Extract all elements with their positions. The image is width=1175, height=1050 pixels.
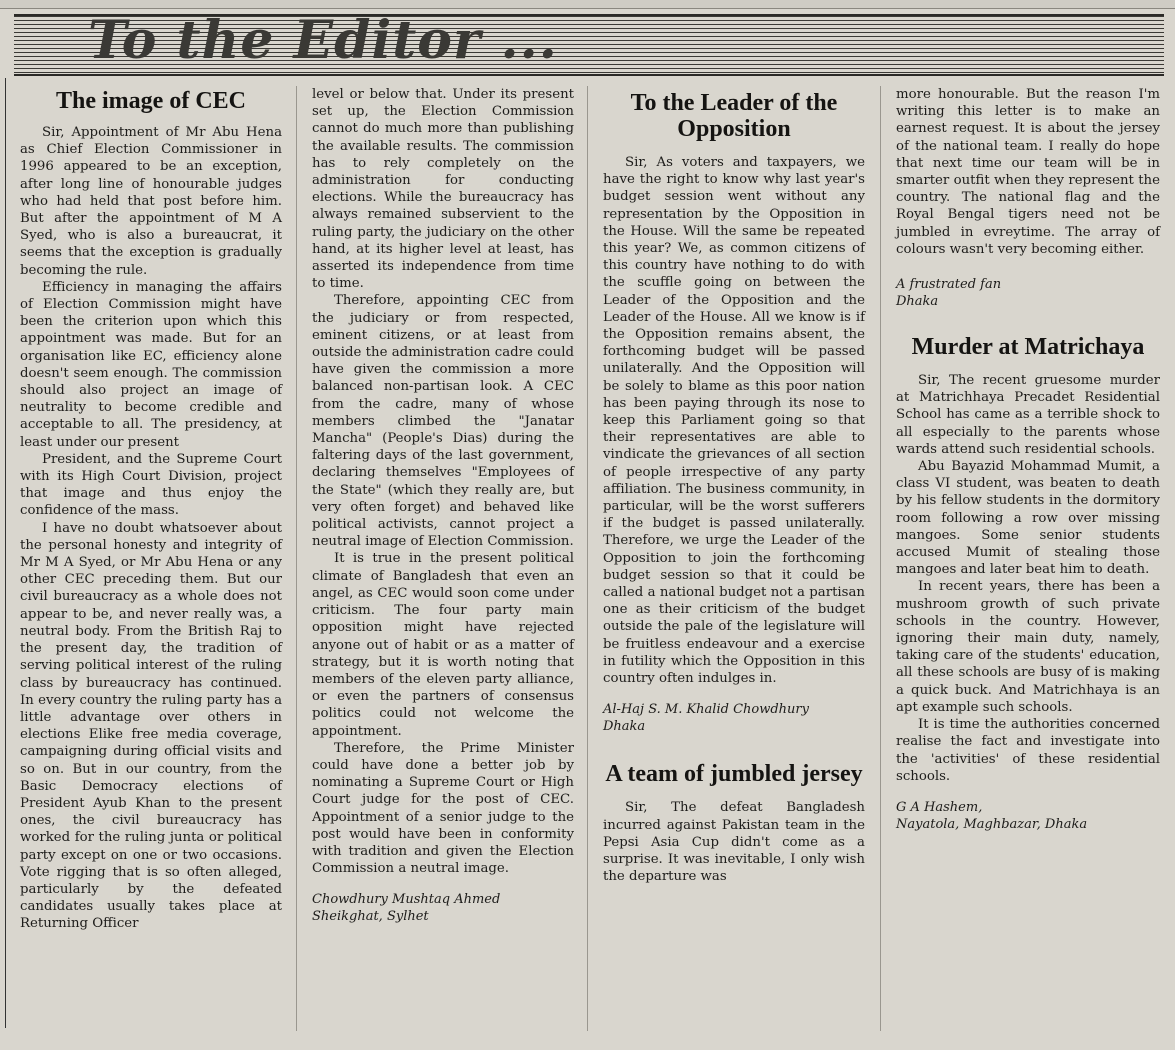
letter-paragraph: Sir, The recent gruesome murder at Matrichhaya Precadet Residential School has came as a terrible shock to all especially to the parents whose wards attend such residential schools. bbox=[896, 373, 1160, 457]
column-rule bbox=[296, 86, 297, 1031]
letter-paragraph: Abu Bayazid Mohammad Mumit, a class VI student, was beaten to death by his fellow students in the dormitory room following a row over missing mangoes. Some senior students accused Mumit of stealing those mangoes and later beat him to death. bbox=[896, 459, 1160, 578]
headline-murder-at-matrichaya: Murder at Matrichaya bbox=[911, 334, 1145, 361]
author-place: Dhaka bbox=[603, 719, 646, 735]
letter-paragraph: Sir, The defeat Bangladesh incurred against Pakistan team in the Pepsi Asia Cup didn't come as a surprise. It was inevitable, I only wish the departure was bbox=[603, 800, 865, 885]
column-rule bbox=[880, 86, 881, 1031]
headline-leader-of-opposition: To the Leader of the Opposition bbox=[630, 90, 838, 142]
letter-paragraph: more honourable. But the reason I'm writing this letter is to make an earnest request. It is about the jersey of the national team. I really do hope that next time our team will be in smarter outfit when they represent the country. The national flag and the Royal Bengal tigers need not be jumbled in evreytime. The array of colours wasn't very becoming either. bbox=[896, 87, 1160, 257]
letter-paragraph: Sir, Appointment of Mr Abu Hena as Chief Election Commissioner in 1996 appeared to be an exception, after long line of honourable judges who had held that post before him. But after the appointment of M A Syed, who is also a bureaucrat, it seems that the exception is gradually becoming the rule. bbox=[20, 125, 282, 278]
author-name: Al-Haj S. M. Khalid Chowdhury bbox=[603, 702, 809, 718]
left-frame-rule bbox=[5, 78, 6, 1028]
letter-signature bbox=[312, 891, 574, 925]
letter-paragraph: Therefore, appointing CEC from the judiciary or from respected, eminent citizens, or at least from outside the administration cadre could have given the commission a more balanced non-partisan look. A CEC from the cadre, many of whose members climbed the "Janatar Mancha" (People's Dias) during the faltering days of the last government, declaring themselves "Employees of the State" (which they really are, but very often forget) and behaved like political activists, cannot project a neutral image of Election Commission. bbox=[312, 293, 574, 550]
letter-paragraph: President, and the Supreme Court with its High Court Division, project that image and thus enjoy the confidence of the mass. bbox=[20, 451, 282, 519]
letter-paragraph: Efficiency in managing the affairs of Election Commission might have been the criterion upon which this appointment was made. But for an organisation like EC, efficiency alone doesn't seem enough. The commission should also project an image of neutrality to become credible and acceptable to all. The presidency, at least under our present bbox=[20, 279, 282, 450]
headline-jumbled-jersey: A team of jumbled jersey bbox=[605, 761, 863, 788]
column-3 bbox=[603, 86, 865, 885]
letter-paragraph: In recent years, there has been a mushroom growth of such private schools in the country. However, ignoring their main duty, namely, taking care of the students' education, all these schools are busy of is making a quick buck. And Matrichhaya is an apt example such schools. bbox=[896, 579, 1160, 715]
letter-signature bbox=[603, 701, 865, 735]
author-name: G A Hashem, bbox=[896, 799, 983, 815]
section-banner bbox=[14, 10, 1164, 76]
column-2 bbox=[312, 86, 574, 925]
author-place: Nayatola, Maghbazar, Dhaka bbox=[896, 816, 1088, 832]
column-1 bbox=[20, 86, 282, 933]
author-name: Chowdhury Mushtaq Ahmed bbox=[312, 892, 501, 908]
author-name: A frustrated fan bbox=[896, 277, 1002, 293]
column-rule bbox=[587, 86, 588, 1031]
letter-paragraph: I have no doubt whatsoever about the personal honesty and integrity of Mr M A Syed, or Mr Abu Hena or any other CEC preceding them. But our civil bureaucracy as a whole does not appear to be, and never really was, a neutral body. From the British Raj to the present day, the tradition of serving political interest of the ruling class by bureaucracy has continued. In every country the ruling party has a little advantage over others in elections Elike free media coverage, campaigning during official visits and so on. But in our country, from the Basic Democracy elections of President Ayub Khan to the present ones, the civil bureaucracy has worked for the ruling junta or political party except on one or two occasions. Vote rigging that is so often alleged, particularly by the defeated candidates usually takes place at Returning Officer bbox=[20, 520, 282, 932]
previous-page-text-strip bbox=[0, 0, 1175, 9]
letter-paragraph: Sir, As voters and taxpayers, we have the right to know why last year's budget session went without any representation by the Opposition in the House. Will the same be repeated this year? We, as common citizens of this country have nothing to do with the scuffle going on between the Leader of the Opposition and the Leader of the House. All we know is if the Opposition remains absent, the forthcoming budget will be passed unilaterally. And the Opposition will be solely to blame as this poor nation has been paying through its nose to keep this Parliament going so that their representatives are able to vindicate the grievances of all section of people irrespective of any party affiliation. The business community, in particular, will be the worst sufferers if the budget is passed unilaterally. Therefore, we urge the Leader of the Opposition to join the forthcoming budget session so that it could be called a national budget not a partisan one as their criticism of the budget outside the pale of the legislature will be fruitless endeavour and a exercise in futility which the Opposition in this country often indulges in. bbox=[603, 155, 865, 687]
headline-image-of-cec: The image of CEC bbox=[56, 88, 246, 114]
section-title: To the Editor ... bbox=[88, 10, 558, 71]
letter-signature bbox=[896, 276, 1160, 310]
letter-paragraph: It is time the authorities concerned realise the fact and investigate into the 'activities' of these residential schools. bbox=[896, 717, 1160, 784]
author-place: Sheikghat, Sylhet bbox=[312, 909, 429, 925]
letter-signature bbox=[896, 799, 1160, 833]
letter-paragraph: Therefore, the Prime Minister could have done a better job by nominating a Supreme Court or High Court judge for the post of CEC. Appointment of a senior judge to the post would have been in conformity with tradition and given the Election Commission a neutral image. bbox=[312, 740, 574, 877]
column-4 bbox=[896, 86, 1160, 833]
letter-paragraph: level or below that. Under its present set up, the Election Commission cannot do much more than publishing the available results. The commission has to rely completely on the administration for conducting elections. While the bureaucracy has always remained subservient to the ruling party, the judiciary on the other hand, at its higher level at least, has asserted its independence from time to time. bbox=[312, 87, 574, 292]
letter-paragraph: It is true in the present political climate of Bangladesh that even an angel, as CEC would soon come under criticism. The four party main opposition might have rejected anyone out of habit or as a matter of strategy, but it is worth noting that members of the eleven party alliance, or even the partners of consensus politics could not welcome the appointment. bbox=[312, 551, 574, 739]
author-place: Dhaka bbox=[896, 294, 939, 310]
